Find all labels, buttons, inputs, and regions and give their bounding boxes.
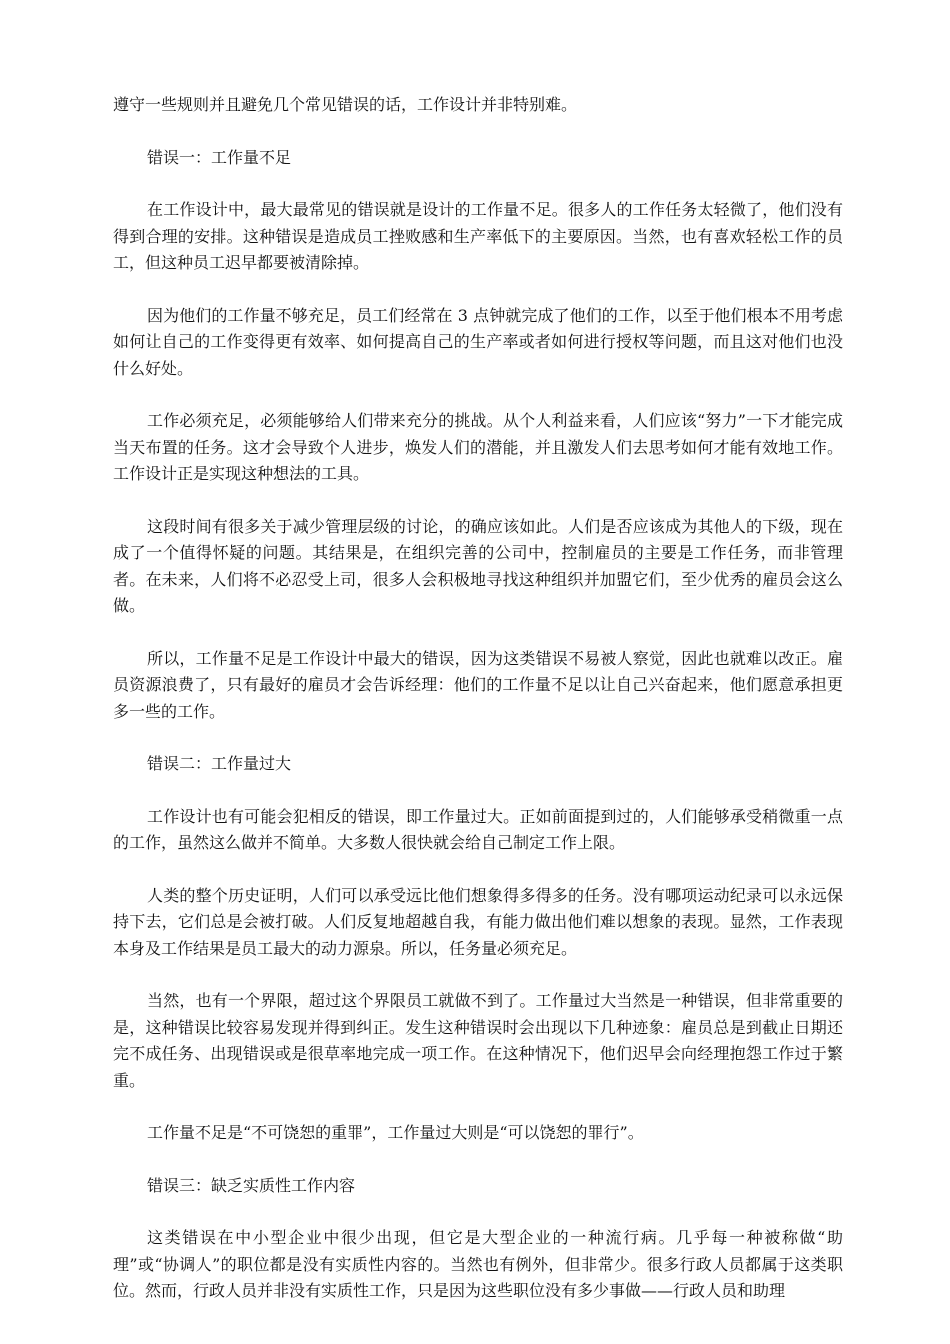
heading-error-three: 错误三：缺乏实质性工作内容 bbox=[147, 1175, 356, 1195]
document-body bbox=[113, 92, 843, 1331]
paragraph: 人类的整个历史证明，人们可以承受远比他们想象得多得多的任务。没有哪项运动纪录可以永远保持下去，它们总是会被打破。人们反复地超越自我，有能力做出他们难以想象的表现。显然，工作表现本身及工作结果是员工最大的动力源泉。所以，任务量必须充足。 bbox=[113, 885, 843, 958]
paragraph: 这段时间有很多关于减少管理层级的讨论，的确应该如此。人们是否应该成为其他人的下级，现在成了一个值得怀疑的问题。其结果是，在组织完善的公司中，控制雇员的主要是工作任务，而非管理者。在未来，人们将不必忍受上司，很多人会积极地寻找这种组织并加盟它们，至少优秀的雇员会这么做。 bbox=[113, 516, 843, 615]
paragraph: 工作必须充足，必须能够给人们带来充分的挑战。从个人利益来看，人们应该“努力”一下才能完成当天布置的任务。这才会导致个人进步，焕发人们的潜能，并且激发人们去思考如何才能有效地工作。工作设计正是实现这种想法的工具。 bbox=[113, 411, 843, 483]
paragraph: 在工作设计中，最大最常见的错误就是设计的工作量不足。很多人的工作任务太轻微了，他们没有得到合理的安排。这种错误是造成员工挫败感和生产率低下的主要原因。当然，也有喜欢轻松工作的员工，但这种员工迟早都要被清除掉。 bbox=[113, 200, 843, 272]
paragraph: 所以，工作量不足是工作设计中最大的错误，因为这类错误不易被人察觉，因此也就难以改正。雇员资源浪费了，只有最好的雇员才会告诉经理：他们的工作量不足以让自己兴奋起来，他们愿意承担更多一些的工作。 bbox=[113, 648, 843, 721]
paragraph: 因为他们的工作量不够充足，员工们经常在 3 点钟就完成了他们的工作，以至于他们根本不用考虑如何让自己的工作变得更有效率、如何提高自己的生产率或者如何进行授权等问题，而且这对他们也没什么好处。 bbox=[113, 305, 843, 378]
paragraph: 工作量不足是“不可饶恕的重罪”，工作量过大则是“可以饶恕的罪行”。 bbox=[147, 1123, 644, 1142]
heading-error-two: 错误二：工作量过大 bbox=[147, 754, 292, 773]
paragraph-intro: 遵守一些规则并且避免几个常见错误的话，工作设计并非特别难。 bbox=[113, 95, 578, 114]
paragraph: 工作设计也有可能会犯相反的错误，即工作量过大。正如前面提到过的，人们能够承受稍微重一点的工作，虽然这么做并不简单。大多数人很快就会给自己制定工作上限。 bbox=[113, 806, 843, 852]
paragraph: 这类错误在中小型企业中很少出现，但它是大型企业的一种流行病。几乎每一种被称做“助理”或“协调人”的职位都是没有实质性内容的。当然也有例外，但非常少。很多行政人员都属于这类职位。然而，行政人员并非没有实质性工作，只是因为这些职位没有多少事做——行政人员和助理 bbox=[113, 1228, 843, 1300]
heading-error-one: 错误一：工作量不足 bbox=[147, 147, 292, 167]
paragraph: 当然，也有一个界限，超过这个界限员工就做不到了。工作量过大当然是一种错误，但非常重要的是，这种错误比较容易发现并得到纠正。发生这种错误时会出现以下几种迹象：雇员总是到截止日期还完不成任务、出现错误或是很草率地完成一项工作。在这种情况下，他们迟早会向经理抱怨工作过于繁重。 bbox=[113, 991, 843, 1090]
